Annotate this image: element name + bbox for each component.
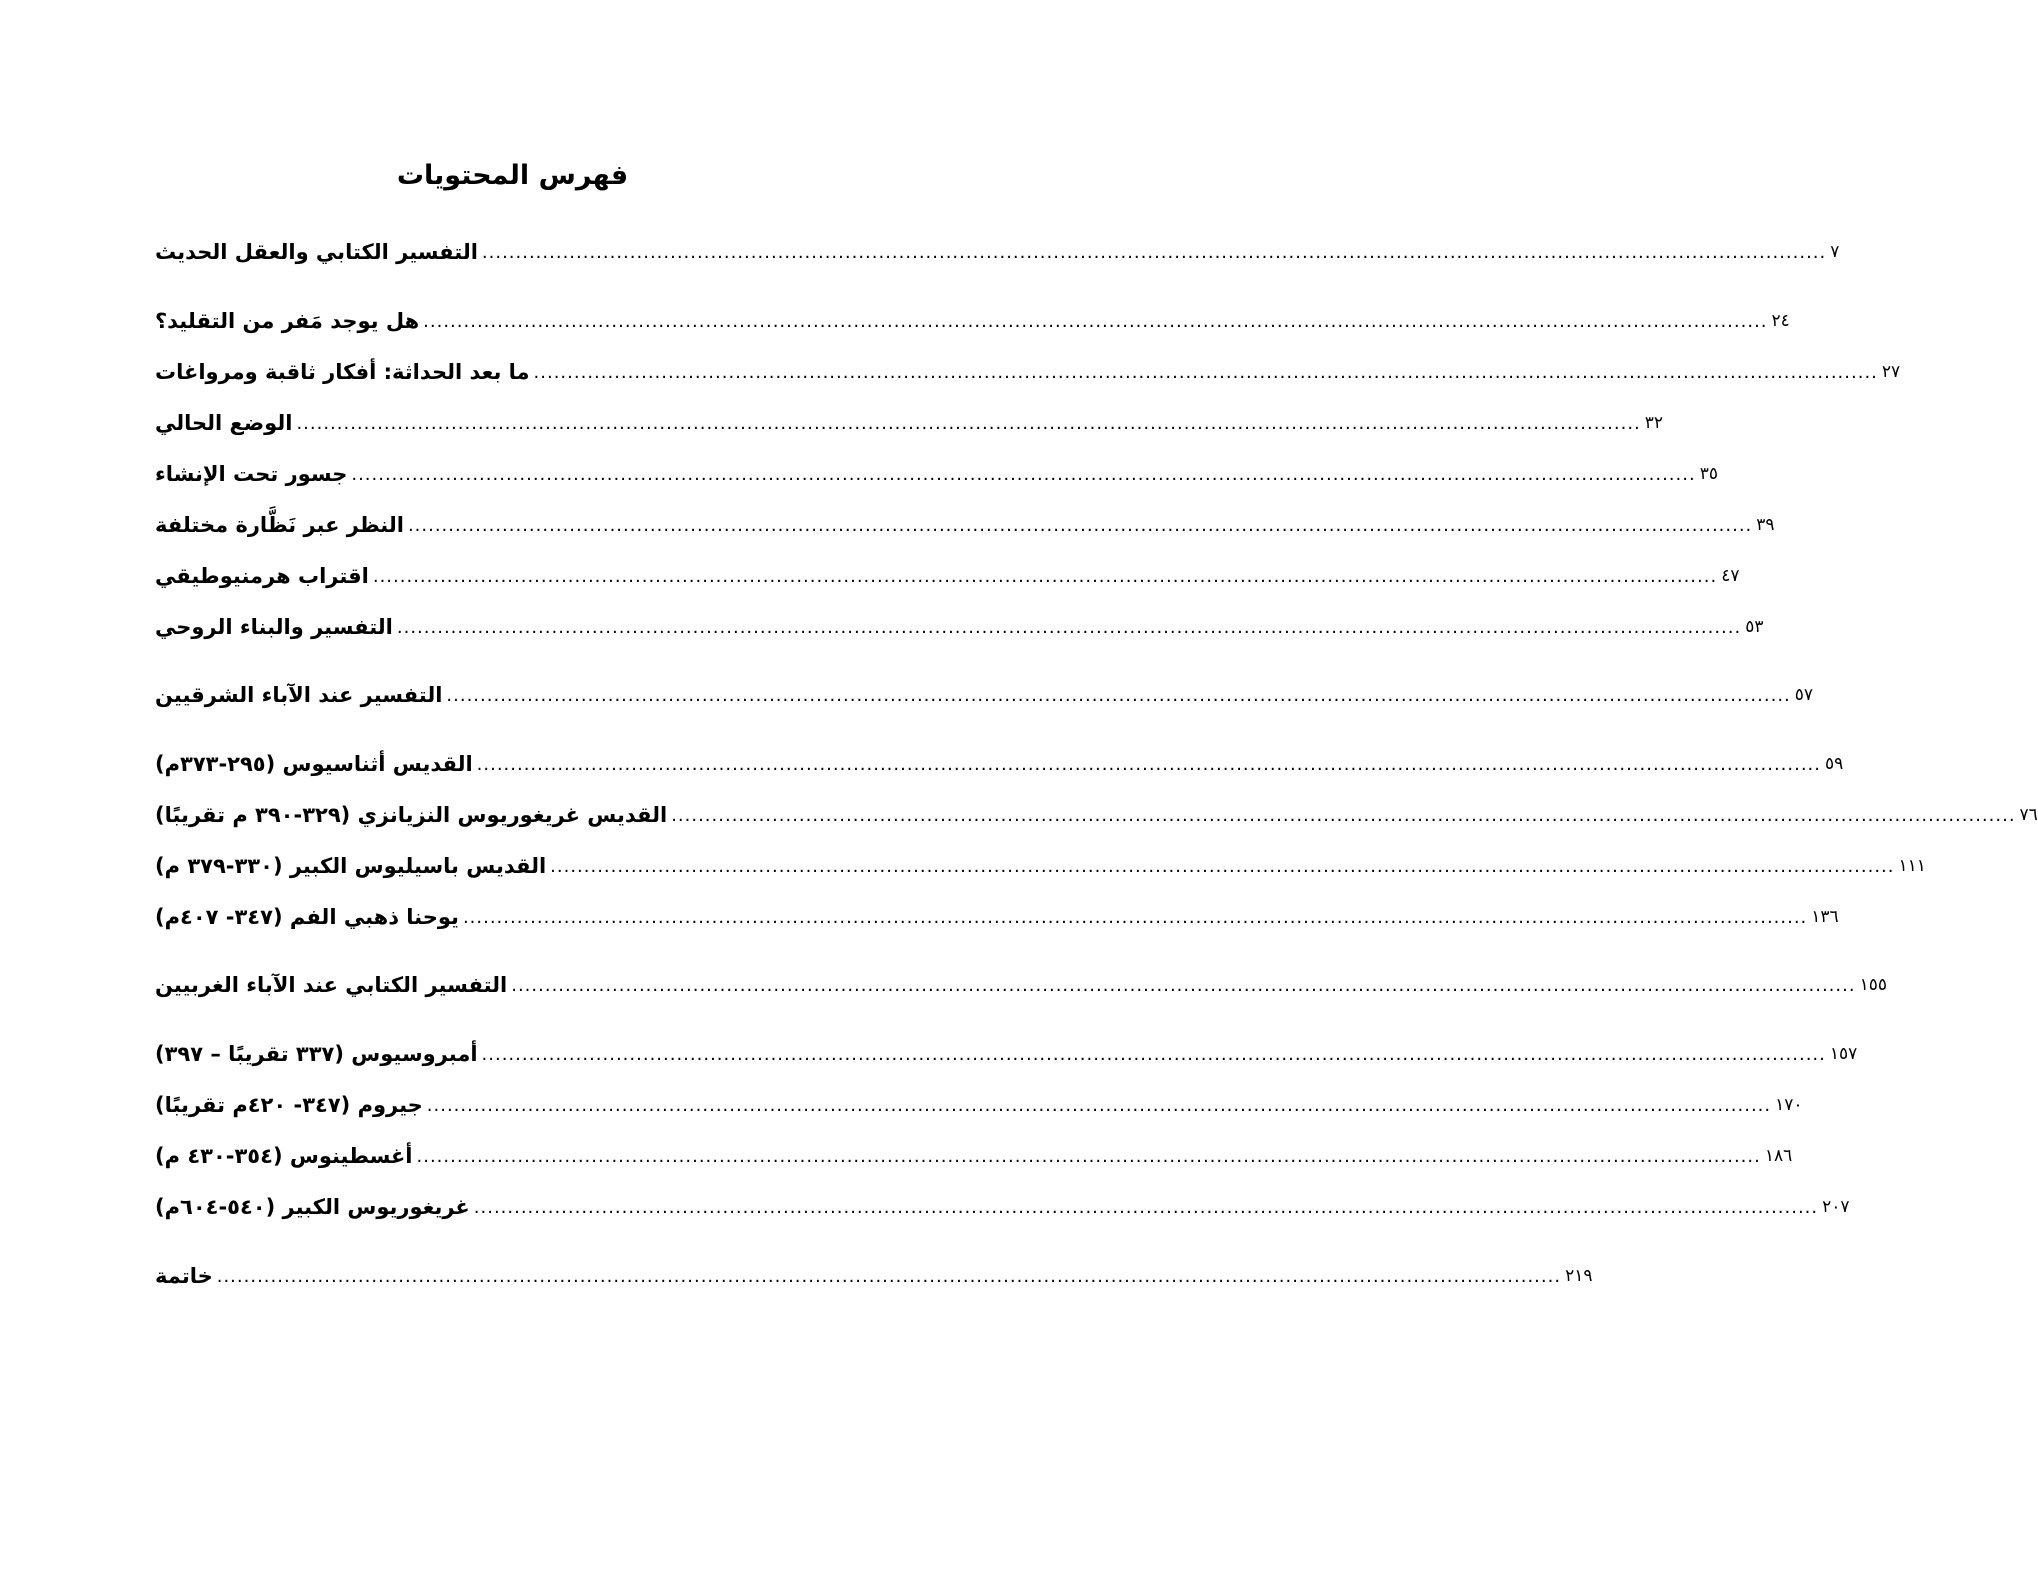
toc-entry-label: الوضع الحالي <box>155 411 293 435</box>
dot-leader: ........................................................................................................................................................................................................ <box>396 616 1742 638</box>
toc-entry-page: ١٨٦ <box>1764 1146 1793 1166</box>
toc-entry[interactable] <box>155 675 1814 715</box>
toc-entry-page: ١٧٠ <box>1775 1095 1803 1115</box>
toc-entry-page: ٢٤ <box>1771 311 1790 331</box>
dot-leader: ........................................................................................................................................................................................................ <box>473 1196 1819 1218</box>
toc-entry-page: ١٥٥ <box>1859 975 1887 995</box>
dot-leader: ........................................................................................................................................................................................................ <box>416 1145 1761 1167</box>
toc-entry[interactable] <box>155 846 1926 886</box>
toc-entry-page: ٧ <box>1830 242 1840 262</box>
toc-entry-label: أغسطينوس (٣٥٤-٤٣٠ م) <box>155 1144 413 1168</box>
toc-entry-page: ١٥٧ <box>1829 1044 1858 1064</box>
dot-leader: ........................................................................................................................................................................................................ <box>216 1265 1562 1287</box>
dot-leader: ........................................................................................................................................................................................................ <box>481 241 1827 263</box>
toc-entry-label: النظر عبر نَظَّارة مختلفة <box>155 513 404 537</box>
toc-entry[interactable] <box>155 352 1901 392</box>
toc-entry-page: ١١١ <box>1898 856 1926 876</box>
dot-leader: ........................................................................................................................................................................................................ <box>407 514 1753 536</box>
toc-entry-page: ٢٠٧ <box>1822 1197 1850 1217</box>
toc-entry-page: ٥٧ <box>1794 685 1814 705</box>
dot-leader: ........................................................................................................................................................................................................ <box>671 804 2016 826</box>
toc-entry-label: ما بعد الحداثة: أفكار ثاقبة ومرواغات <box>155 360 530 384</box>
toc-entry[interactable] <box>155 403 1664 443</box>
dot-leader: ........................................................................................................................................................................................................ <box>296 412 1641 434</box>
dot-leader: ........................................................................................................................................................................................................ <box>476 753 1821 775</box>
page-title: فهرس المحتويات <box>396 160 629 191</box>
toc-entry-label: التفسير الكتابي والعقل الحديث <box>155 240 478 264</box>
dot-leader: ........................................................................................................................................................................................................ <box>511 974 1856 996</box>
toc-entry[interactable] <box>155 556 1740 596</box>
toc-entry-page: ١٣٦ <box>1811 907 1839 927</box>
dot-leader: ........................................................................................................................................................................................................ <box>550 855 1895 877</box>
toc-entry-label: جسور تحت الإنشاء <box>155 462 348 486</box>
toc-entry-label: غريغوريوس الكبير (٥٤٠-٦٠٤م) <box>155 1195 470 1219</box>
toc-entry[interactable] <box>155 505 1775 545</box>
toc-entry-page: ٥٣ <box>1745 617 1764 637</box>
toc-entry-page: ٢١٩ <box>1565 1266 1593 1286</box>
toc-entry[interactable] <box>155 232 1840 272</box>
toc-entry[interactable] <box>155 1034 1858 1074</box>
dot-leader: ........................................................................................................................................................................................................ <box>423 310 1768 332</box>
toc-entry[interactable] <box>155 454 1718 494</box>
toc-entry-page: ٧٦ <box>2019 805 2038 825</box>
toc-entry-label: يوحنا ذهبي الفم (٣٤٧- ٤٠٧م) <box>155 905 459 929</box>
toc-entry[interactable] <box>155 1136 1793 1176</box>
toc-entry-label: القديس باسيليوس الكبير (٣٣٠-٣٧٩ م) <box>155 854 547 878</box>
toc-entry[interactable] <box>155 795 2038 835</box>
toc-entry-page: ٣٢ <box>1644 413 1664 433</box>
toc-entry-page: ٣٥ <box>1699 464 1718 484</box>
toc-entry-page: ٢٧ <box>1881 362 1901 382</box>
dot-leader: ........................................................................................................................................................................................................ <box>426 1094 1772 1116</box>
toc-entry[interactable] <box>155 301 1790 341</box>
dot-leader: ........................................................................................................................................................................................................ <box>372 565 1718 587</box>
toc-entry[interactable] <box>155 897 1839 937</box>
toc-entry-label: أمبروسيوس (٣٣٧ تقريبًا – ٣٩٧) <box>155 1042 478 1066</box>
toc-entry[interactable] <box>155 744 1844 784</box>
toc-entry-label: هل يوجد مَفر من التقليد؟ <box>155 309 420 333</box>
toc-entry-label: التفسير عند الآباء الشرقيين <box>155 683 443 707</box>
toc-entry-label: التفسير والبناء الروحي <box>155 615 393 639</box>
toc-entry[interactable] <box>155 607 1764 647</box>
dot-leader: ........................................................................................................................................................................................................ <box>446 684 1791 706</box>
toc-entry-label: خاتمة <box>155 1264 213 1288</box>
toc-entry[interactable] <box>155 1187 1850 1227</box>
toc-entry[interactable] <box>155 965 1887 1005</box>
toc-entry-label: القديس أثناسيوس (٢٩٥-٣٧٣م) <box>155 752 473 776</box>
dot-leader: ........................................................................................................................................................................................................ <box>481 1043 1826 1065</box>
toc-entry-page: ٤٧ <box>1721 566 1740 586</box>
toc-entry-label: اقتراب هرمنيوطيقي <box>155 564 369 588</box>
toc-entry-page: ٣٩ <box>1756 515 1775 535</box>
toc-entry-label: جيروم (٣٤٧- ٤٢٠م تقريبًا) <box>155 1093 423 1117</box>
toc-entry[interactable] <box>155 1256 1593 1296</box>
toc-entry-label: التفسير الكتابي عند الآباء الغربيين <box>155 973 508 997</box>
toc-entry-label: القديس غريغوريوس النزيانزي (٣٢٩-٣٩٠ م تقريبًا) <box>155 803 668 827</box>
dot-leader: ........................................................................................................................................................................................................ <box>351 463 1696 485</box>
dot-leader: ........................................................................................................................................................................................................ <box>462 906 1808 928</box>
toc-entry[interactable] <box>155 1085 1803 1125</box>
dot-leader: ........................................................................................................................................................................................................ <box>533 361 1878 383</box>
toc-entry-page: ٥٩ <box>1825 754 1844 774</box>
